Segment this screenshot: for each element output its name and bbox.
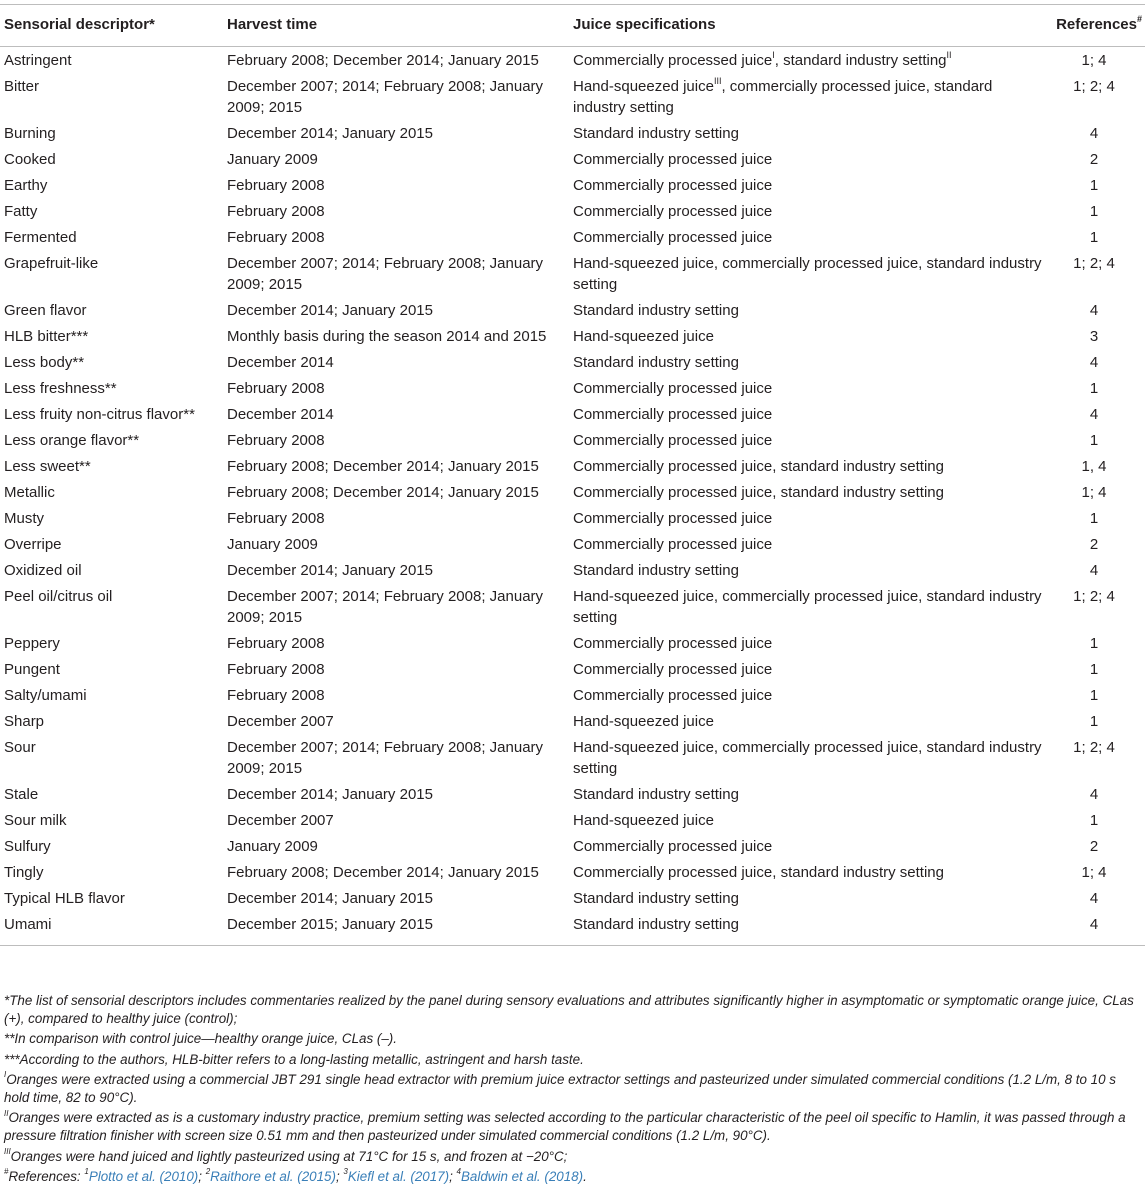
footnote-i-text: Oranges were extracted using a commercial JBT 291 single head extractor with premium juice extractor settings and pasteurized under simulated commercial conditions (1.2 L/m, 8 to 10 s hold time, 82 to 90°C).: [4, 1071, 1116, 1106]
cell-harvest-time: December 2007; 2014; February 2008; January 2009; 2015: [227, 739, 544, 777]
cell-harvest-time: December 2014; January 2015: [227, 890, 433, 907]
juice-text: Hand-squeezed juice: [573, 328, 714, 345]
cell-references: 1: [1089, 713, 1099, 730]
juice-text: Hand-squeezed juice: [573, 713, 714, 730]
cell-descriptor: Salty/umami: [4, 687, 87, 704]
footnote-iii-mark: III: [4, 1147, 11, 1157]
cell-descriptor: Astringent: [4, 52, 72, 69]
cell-descriptor: Musty: [4, 510, 45, 527]
juice-text: Hand-squeezed juice, commercially processed juice, standard industry setting: [573, 255, 1042, 293]
juice-text: Standard industry setting: [573, 786, 739, 803]
cell-harvest-time: February 2008: [227, 203, 325, 220]
reference-separator: ;: [449, 1168, 457, 1184]
cell-descriptor: Less body**: [4, 354, 85, 371]
table-row: [0, 120, 1145, 146]
table-row: [0, 323, 1145, 349]
cell-harvest-time: February 2008; December 2014; January 2015: [227, 864, 539, 881]
cell-descriptor: Typical HLB flavor: [4, 890, 125, 907]
cell-juice-specifications: [569, 734, 1043, 781]
cell-juice-specifications: [569, 323, 1043, 349]
cell-references: 2: [1089, 838, 1099, 855]
reference-link[interactable]: Raithore et al. (2015): [210, 1168, 336, 1184]
cell-descriptor: Oxidized oil: [4, 562, 82, 579]
cell-juice-specifications: [569, 505, 1043, 531]
table-row: [0, 146, 1145, 172]
header-descriptor: Sensorial descriptor*: [0, 5, 223, 47]
juice-text: Commercially processed juice, standard industry setting: [573, 864, 944, 881]
cell-descriptor: Sulfury: [4, 838, 51, 855]
cell-juice-specifications: [569, 583, 1043, 630]
cell-juice-specifications: [569, 375, 1043, 401]
cell-descriptor: Less freshness**: [4, 380, 117, 397]
cell-references: 1; 2; 4: [1073, 588, 1115, 605]
cell-references: 1: [1089, 661, 1099, 678]
table-row: [0, 656, 1145, 682]
cell-juice-specifications: [569, 656, 1043, 682]
juice-text: Commercially processed juice: [573, 203, 773, 220]
table-row: [0, 47, 1145, 74]
footnote-ii: [4, 1109, 1142, 1145]
reference-link[interactable]: Plotto et al. (2010): [88, 1168, 199, 1184]
table-row: [0, 630, 1145, 656]
table-row: [0, 807, 1145, 833]
juice-text: Commercially processed juice: [573, 151, 773, 168]
juice-text: Standard industry setting: [573, 916, 739, 933]
cell-references: 1: [1089, 812, 1099, 829]
cell-references: 1: [1089, 229, 1099, 246]
cell-harvest-time: December 2015; January 2015: [223, 911, 569, 946]
cell-harvest-time: December 2007: [227, 713, 334, 730]
cell-harvest-time: February 2008: [227, 229, 325, 246]
footnote-ii-text: Oranges were extracted as is a customary industry practice, premium setting was selected according to the particular characteristic of the peel oil specific to Hamlin, it was passed through a pressure filtration finisher with screen size 0.51 mm and then pasteurized under simulated commercial conditions (1.2 L/m, 90°C).: [4, 1110, 1126, 1144]
cell-harvest-time: December 2014: [227, 354, 334, 371]
juice-text: Commercially processed juice: [573, 432, 773, 449]
cell-references: 4: [1089, 406, 1099, 423]
table-row: [0, 427, 1145, 453]
cell-juice-specifications: [569, 557, 1043, 583]
table-row: [0, 73, 1145, 120]
cell-references: 1; 2; 4: [1073, 739, 1115, 756]
table-body: [0, 47, 1145, 946]
cell-juice-specifications: [569, 531, 1043, 557]
juice-text: Hand-squeezed juice: [573, 812, 714, 829]
footnote-marker: II: [946, 50, 952, 60]
table-row: [0, 250, 1145, 297]
cell-references: 1: [1089, 177, 1099, 194]
cell-references: 1, 4: [1081, 458, 1107, 475]
cell-juice-specifications: [569, 146, 1043, 172]
cell-juice-specifications: [569, 198, 1043, 224]
juice-text: Commercially processed juice: [573, 380, 773, 397]
cell-references: 4: [1089, 890, 1099, 907]
juice-text: Commercially processed juice: [573, 177, 773, 194]
footnote-double-asterisk: **In comparison with control juice—healthy orange juice, CLas (–).: [4, 1031, 397, 1047]
cell-descriptor: Peel oil/citrus oil: [4, 588, 113, 605]
descriptor-table: [0, 4, 1145, 946]
reference-number: 4: [456, 1167, 461, 1177]
cell-descriptor: Sharp: [4, 713, 45, 730]
cell-harvest-time: February 2008: [227, 510, 325, 527]
cell-descriptor: Less sweet**: [4, 458, 91, 475]
cell-references: 4: [1089, 562, 1099, 579]
cell-references: 3: [1089, 328, 1099, 345]
footnote-iii: [4, 1148, 1142, 1166]
cell-descriptor: Fermented: [4, 229, 77, 246]
table-row: [0, 349, 1145, 375]
table-row: [0, 479, 1145, 505]
footnote-asterisk: *The list of sensorial descriptors includes commentaries realized by the panel during sensory evaluations and attributes significantly higher in asymptomatic or symptomatic orange juice, CLas (+), compared to healthy juice (control);: [4, 993, 1134, 1027]
cell-references: 1; 2; 4: [1073, 78, 1115, 95]
cell-references: 2: [1089, 151, 1099, 168]
cell-juice-specifications: [569, 297, 1043, 323]
footnote-references: [4, 1168, 1142, 1186]
juice-text: Standard industry setting: [573, 302, 739, 319]
cell-harvest-time: February 2008; December 2014; January 2015: [227, 484, 539, 501]
table-row: [0, 885, 1145, 911]
juice-text: Commercially processed juice: [573, 838, 773, 855]
cell-juice-specifications: [569, 833, 1043, 859]
juice-text: Commercially processed juice: [573, 687, 773, 704]
table-row: [0, 401, 1145, 427]
cell-juice-specifications: [569, 630, 1043, 656]
table-row: [0, 557, 1145, 583]
cell-references: 1; 4: [1081, 52, 1107, 69]
cell-harvest-time: December 2007; 2014; February 2008; January 2009; 2015: [227, 588, 544, 626]
cell-descriptor: Bitter: [4, 78, 40, 95]
table-row: [0, 833, 1145, 859]
cell-descriptor: Peppery: [4, 635, 60, 652]
footnote-ii-mark: II: [4, 1108, 9, 1118]
cell-descriptor: Green flavor: [4, 302, 87, 319]
cell-descriptor: Metallic: [4, 484, 55, 501]
cell-harvest-time: February 2008; December 2014; January 2015: [227, 52, 539, 69]
cell-references: 1: [1089, 510, 1099, 527]
table-row: [0, 781, 1145, 807]
cell-descriptor: Stale: [4, 786, 39, 803]
reference-number: 1: [84, 1167, 89, 1177]
cell-harvest-time: December 2014; January 2015: [227, 302, 433, 319]
cell-descriptor: Umami: [0, 911, 223, 946]
cell-juice-specifications: [569, 250, 1043, 297]
reference-separator: .: [583, 1168, 587, 1184]
cell-harvest-time: January 2009: [227, 838, 318, 855]
cell-harvest-time: February 2008: [227, 380, 325, 397]
footnote-triple-asterisk: ***According to the authors, HLB-bitter refers to a long-lasting metallic, astringent and harsh taste.: [4, 1051, 584, 1067]
juice-text: Hand-squeezed juice, commercially processed juice, standard industry setting: [573, 588, 1042, 626]
cell-harvest-time: December 2007; 2014; February 2008; January 2009; 2015: [227, 78, 544, 116]
table-row: [0, 734, 1145, 781]
footnote-iii-text: Oranges were hand juiced and lightly pasteurized using at 71°C for 15 s, and frozen at −20°C;: [10, 1148, 568, 1164]
cell-harvest-time: February 2008: [227, 177, 325, 194]
header-references-mark: #: [1136, 14, 1142, 24]
footnote-references-label: References:: [8, 1168, 85, 1184]
reference-separator: ;: [335, 1168, 344, 1184]
header-references: [1043, 5, 1145, 47]
cell-harvest-time: December 2007; 2014; February 2008; January 2009; 2015: [227, 255, 544, 293]
table-row: [0, 297, 1145, 323]
cell-harvest-time: December 2014; January 2015: [227, 125, 433, 142]
cell-descriptor: Fatty: [4, 203, 38, 220]
juice-text: Hand-squeezed juice, commercially processed juice, standard industry setting: [573, 739, 1042, 777]
cell-references: 1: [1089, 432, 1099, 449]
cell-juice-specifications: [569, 73, 1043, 120]
cell-harvest-time: January 2009: [227, 536, 318, 553]
cell-descriptor: Burning: [4, 125, 56, 142]
reference-list: [84, 1169, 586, 1184]
cell-descriptor: Earthy: [4, 177, 48, 194]
table-row: [0, 224, 1145, 250]
header-references-label: References: [1056, 16, 1137, 33]
juice-text: Hand-squeezed juice: [573, 78, 714, 95]
footnote-i-mark: I: [4, 1070, 7, 1080]
footnote-marker: III: [713, 76, 722, 86]
cell-harvest-time: January 2009: [227, 151, 318, 168]
juice-text: Commercially processed juice: [573, 661, 773, 678]
cell-references: 1: [1089, 687, 1099, 704]
table-row: [0, 911, 1145, 946]
table-row: [0, 375, 1145, 401]
cell-descriptor: Sour: [4, 739, 36, 756]
cell-references: 4: [1089, 125, 1099, 142]
cell-juice-specifications: [569, 427, 1043, 453]
reference-number: 3: [343, 1167, 348, 1177]
reference-link[interactable]: Kiefl et al. (2017): [347, 1168, 450, 1184]
cell-harvest-time: Monthly basis during the season 2014 and 2015: [227, 328, 547, 345]
cell-harvest-time: February 2008: [227, 432, 325, 449]
reference-separator: ;: [198, 1168, 206, 1184]
cell-descriptor: Less fruity non-citrus flavor**: [4, 406, 195, 423]
juice-text: Commercially processed juice: [573, 406, 773, 423]
cell-references: 2: [1089, 536, 1099, 553]
cell-references: 4: [1089, 302, 1099, 319]
cell-harvest-time: February 2008: [227, 661, 325, 678]
cell-juice-specifications: [569, 911, 1043, 946]
cell-juice-specifications: [569, 224, 1043, 250]
cell-juice-specifications: [569, 47, 1043, 74]
table-row: [0, 531, 1145, 557]
cell-harvest-time: December 2014: [227, 406, 334, 423]
table-row: [0, 682, 1145, 708]
cell-references: 1: [1089, 635, 1099, 652]
cell-references: 1: [1089, 203, 1099, 220]
cell-references: 4: [1089, 786, 1099, 803]
header-harvest-time: Harvest time: [223, 5, 569, 47]
cell-descriptor: Sour milk: [4, 812, 67, 829]
table-row: [0, 505, 1145, 531]
cell-descriptor: Overripe: [4, 536, 62, 553]
cell-descriptor: Less orange flavor**: [4, 432, 140, 449]
cell-descriptor: Pungent: [4, 661, 60, 678]
cell-harvest-time: December 2007: [227, 812, 334, 829]
juice-text: Standard industry setting: [573, 890, 739, 907]
cell-juice-specifications: [569, 708, 1043, 734]
juice-text: Commercially processed juice, standard industry setting: [573, 484, 944, 501]
cell-juice-specifications: [569, 885, 1043, 911]
juice-text: Standard industry setting: [573, 354, 739, 371]
cell-references: 1: [1089, 380, 1099, 397]
cell-juice-specifications: [569, 807, 1043, 833]
juice-text: Standard industry setting: [573, 562, 739, 579]
cell-juice-specifications: [569, 859, 1043, 885]
cell-juice-specifications: [569, 682, 1043, 708]
cell-juice-specifications: [569, 172, 1043, 198]
cell-descriptor: Cooked: [4, 151, 56, 168]
cell-descriptor: Grapefruit-like: [4, 255, 99, 272]
cell-descriptor: HLB bitter***: [4, 328, 89, 345]
reference-link[interactable]: Baldwin et al. (2018): [461, 1168, 584, 1184]
cell-harvest-time: February 2008: [227, 687, 325, 704]
cell-juice-specifications: [569, 453, 1043, 479]
footnote-marker: I: [772, 50, 775, 60]
juice-text: Commercially processed juice: [573, 229, 773, 246]
cell-juice-specifications: [569, 401, 1043, 427]
table-footnotes: [4, 992, 1142, 1188]
cell-harvest-time: December 2014; January 2015: [227, 562, 433, 579]
juice-text: Commercially processed juice: [573, 536, 773, 553]
cell-harvest-time: February 2008; December 2014; January 2015: [227, 458, 539, 475]
table-header-row: [0, 5, 1145, 47]
cell-harvest-time: February 2008: [227, 635, 325, 652]
table-row: [0, 708, 1145, 734]
table-row: [0, 859, 1145, 885]
footnote-i: [4, 1071, 1142, 1107]
cell-references: 1; 4: [1081, 864, 1107, 881]
table-row: [0, 198, 1145, 224]
juice-text: Commercially processed juice, standard industry setting: [573, 458, 944, 475]
cell-juice-specifications: [569, 349, 1043, 375]
juice-text: , commercially processed juice, standard industry setting: [573, 78, 993, 116]
cell-juice-specifications: [569, 479, 1043, 505]
juice-text: Commercially processed juice: [573, 510, 773, 527]
header-juice-specifications: Juice specifications: [569, 5, 1043, 47]
cell-references: 4: [1089, 354, 1099, 371]
cell-descriptor: Tingly: [4, 864, 44, 881]
reference-number: 2: [205, 1167, 211, 1177]
cell-harvest-time: December 2014; January 2015: [227, 786, 433, 803]
cell-juice-specifications: [569, 120, 1043, 146]
footnote-references-mark: #: [4, 1167, 9, 1177]
juice-text: Commercially processed juice: [573, 635, 773, 652]
cell-references: 4: [1043, 911, 1145, 946]
cell-references: 1; 2; 4: [1073, 255, 1115, 272]
cell-juice-specifications: [569, 781, 1043, 807]
juice-text: Standard industry setting: [573, 125, 739, 142]
cell-references: 1; 4: [1081, 484, 1107, 501]
table-row: [0, 583, 1145, 630]
juice-text: , standard industry setting: [774, 52, 947, 69]
juice-text: Commercially processed juice: [573, 52, 773, 69]
table-row: [0, 172, 1145, 198]
table-row: [0, 453, 1145, 479]
